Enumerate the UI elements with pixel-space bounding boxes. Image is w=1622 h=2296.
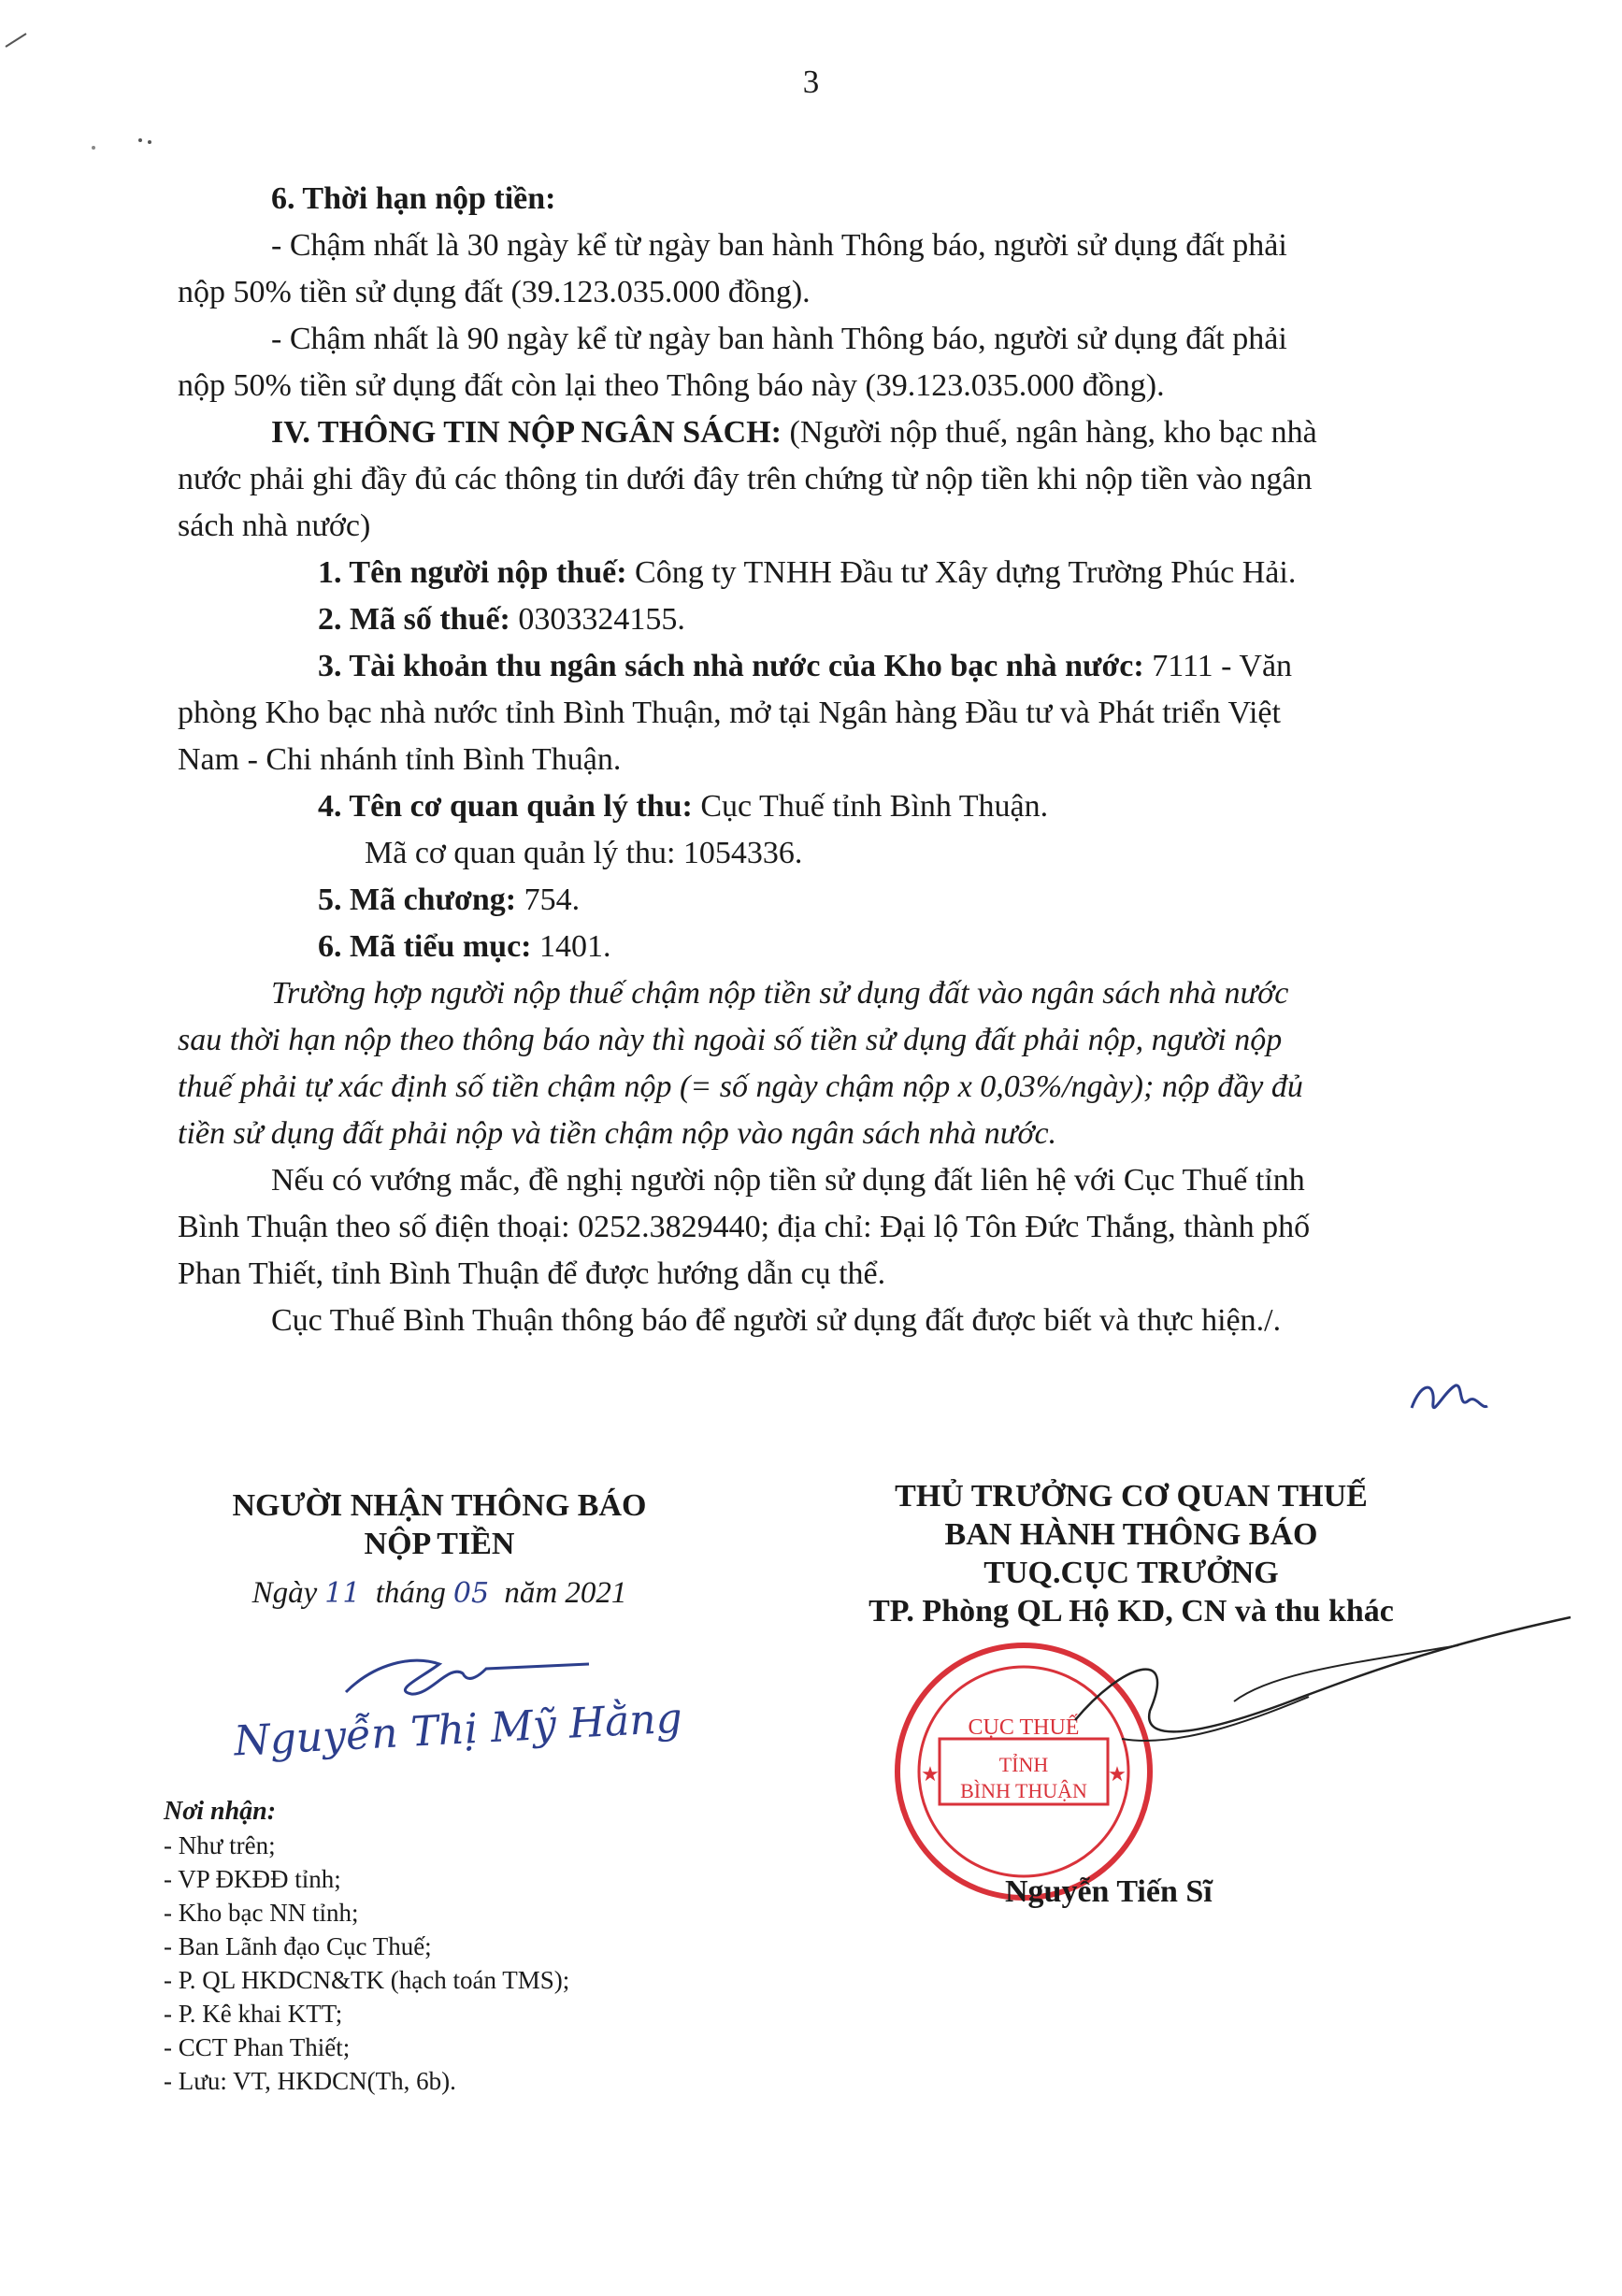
issuer-signature bbox=[1066, 1608, 1589, 1851]
authority-code: Mã cơ quan quản lý thu: 1054336. bbox=[365, 836, 803, 870]
contact-3: Phan Thiết, tỉnh Bình Thuận để được hướng dẫn cụ thể. bbox=[178, 1256, 886, 1291]
issuer-heading-1: THỦ TRƯỞNG CƠ QUAN THUẾ bbox=[895, 1479, 1368, 1514]
document-body bbox=[178, 176, 1486, 1344]
authority-name: 4. Tên cơ quan quản lý thu: Cục Thuế tỉnh Bình Thuận. bbox=[318, 789, 1049, 824]
deadline-item-1b: nộp 50% tiền sử dụng đất (39.123.035.000 đồng). bbox=[178, 275, 811, 309]
treasury-account-3: Nam - Chi nhánh tỉnh Bình Thuận. bbox=[178, 742, 622, 777]
late-payment-note-1: Trường hợp người nộp thuế chậm nộp tiền sử dụng đất vào ngân sách nhà nước bbox=[271, 976, 1289, 1011]
section-iv-intro-2: nước phải ghi đầy đủ các thông tin dưới đây trên chứng từ nộp tiền khi nộp tiền vào ngân bbox=[178, 462, 1313, 496]
recipient-heading-2: NỘP TIỀN bbox=[364, 1527, 515, 1561]
treasury-account: 3. Tài khoản thu ngân sách nhà nước của Kho bạc nhà nước: 7111 - Văn bbox=[318, 649, 1293, 683]
distribution-item: - VP ĐKĐĐ tỉnh; bbox=[164, 1865, 341, 1893]
chapter-code: 5. Mã chương: 754. bbox=[318, 883, 581, 917]
distribution-item: - CCT Phan Thiết; bbox=[164, 2033, 351, 2061]
recipient-heading-1: NGƯỜI NHẬN THÔNG BÁO bbox=[232, 1488, 647, 1523]
distribution-item: - Ban Lãnh đạo Cục Thuế; bbox=[164, 1932, 432, 1960]
receipt-date: Ngày 11 tháng 05 năm 2021 bbox=[251, 1576, 627, 1610]
contact-1: Nếu có vướng mắc, đề nghị người nộp tiền sử dụng đất liên hệ với Cục Thuế tỉnh bbox=[271, 1163, 1305, 1198]
distribution-list bbox=[164, 1795, 569, 2098]
closing-line: Cục Thuế Bình Thuận thông báo để người sử dụng đất được biết và thực hiện./. bbox=[271, 1303, 1282, 1338]
issuer-heading-2: BAN HÀNH THÔNG BÁO bbox=[944, 1517, 1318, 1552]
distribution-item: - P. Kê khai KTT; bbox=[164, 2000, 343, 2028]
recipient-handwritten-name: Nguyễn Thị Mỹ Hằng bbox=[232, 1694, 684, 1766]
deadline-item-2a: - Chậm nhất là 90 ngày kể từ ngày ban hành Thông báo, người sử dụng đất phải bbox=[271, 322, 1287, 356]
sub-item-code: 6. Mã tiểu mục: 1401. bbox=[318, 929, 611, 964]
section-iv-intro: IV. THÔNG TIN NỘP NGÂN SÁCH: (Người nộp thuế, ngân hàng, kho bạc nhà bbox=[271, 415, 1317, 450]
issuer-heading-3: TUQ.CỤC TRƯỞNG bbox=[983, 1556, 1279, 1590]
recipient-signature bbox=[337, 1636, 598, 1711]
page-number: 3 bbox=[802, 64, 820, 100]
distribution-title: Nơi nhận: bbox=[164, 1797, 277, 1826]
deadline-item-1a: - Chậm nhất là 30 ngày kể từ ngày ban hành Thông báo, người sử dụng đất phải bbox=[271, 228, 1287, 263]
distribution-item: - Như trên; bbox=[164, 1831, 276, 1859]
taxpayer-name: 1. Tên người nộp thuế: Công ty TNHH Đầu tư Xây dựng Trường Phúc Hải. bbox=[318, 555, 1297, 590]
deadline-item-2b: nộp 50% tiền sử dụng đất còn lại theo Thông báo này (39.123.035.000 đồng). bbox=[178, 368, 1165, 403]
late-payment-note-3: thuế phải tự xác định số tiền chậm nộp (= số ngày chậm nộp x 0,03%/ngày); nộp đầy đủ bbox=[178, 1069, 1303, 1104]
distribution-item: - P. QL HKDCN&TK (hạch toán TMS); bbox=[164, 1966, 570, 1994]
treasury-account-2: phòng Kho bạc nhà nước tỉnh Bình Thuận, mở tại Ngân hàng Đầu tư và Phát triển Việt bbox=[178, 696, 1281, 730]
closing-mark-scribble bbox=[1407, 1372, 1491, 1428]
svg-text:TỈNH: TỈNH bbox=[998, 1753, 1049, 1776]
svg-text:BÌNH THUẬN: BÌNH THUẬN bbox=[960, 1779, 1087, 1802]
section-iv-intro-3: sách nhà nước) bbox=[178, 509, 371, 543]
distribution-item: - Kho bạc NN tỉnh; bbox=[164, 1899, 359, 1927]
late-payment-note-4: tiền sử dụng đất phải nộp và tiền chậm nộp vào ngân sách nhà nước. bbox=[178, 1116, 1057, 1151]
svg-text:CỤC THUẾ: CỤC THUẾ bbox=[968, 1715, 1080, 1740]
tax-code: 2. Mã số thuế: 0303324155. bbox=[318, 602, 685, 637]
recipient-block bbox=[178, 1486, 701, 1611]
issuer-heading-4: TP. Phòng QL Hộ KD, CN và thu khác bbox=[868, 1594, 1394, 1629]
distribution-item: - Lưu: VT, HKDCN(Th, 6b). bbox=[164, 2067, 456, 2095]
svg-text:★: ★ bbox=[1108, 1762, 1127, 1786]
section-heading-deadline: 6. Thời hạn nộp tiền: bbox=[271, 181, 556, 216]
issuer-name: Nguyễn Tiến Sĩ bbox=[1005, 1874, 1213, 1909]
section-iv-heading: IV. THÔNG TIN NỘP NGÂN SÁCH: bbox=[271, 415, 782, 450]
late-payment-note-2: sau thời hạn nộp theo thông báo này thì ngoài số tiền sử dụng đất phải nộp, người nộp bbox=[178, 1023, 1283, 1057]
contact-2: Bình Thuận theo số điện thoại: 0252.3829440; địa chỉ: Đại lộ Tôn Đức Thắng, thành phố bbox=[178, 1210, 1311, 1244]
svg-text:★: ★ bbox=[921, 1762, 940, 1786]
